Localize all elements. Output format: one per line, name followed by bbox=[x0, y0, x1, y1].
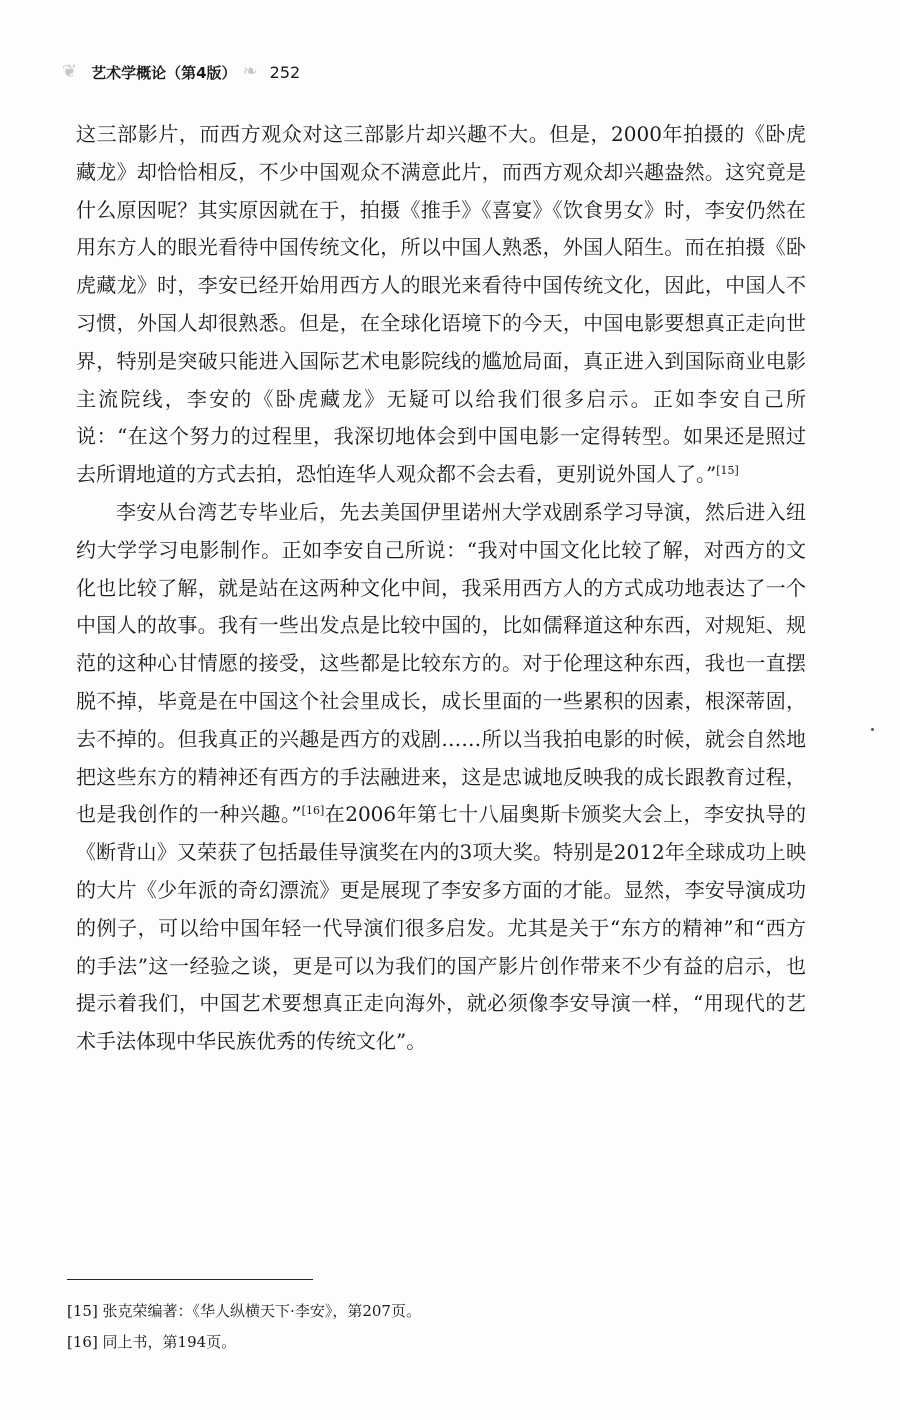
footnotes bbox=[67, 1296, 807, 1358]
ornament-icon: ❧ bbox=[242, 61, 258, 82]
page-number: 252 bbox=[269, 62, 301, 82]
ornament-icon: ❦ bbox=[62, 61, 78, 82]
footnote-ref: [15] bbox=[716, 464, 739, 478]
footnote-divider bbox=[67, 1279, 313, 1280]
paragraph-text: 这三部影片，而西方观众对这三部影片却兴趣不大。但是，2000年拍摄的《卧虎藏龙》却恰恰相反，不少中国观众不满意此片，而西方观众却兴趣盎然。这究竟是什么原因呢？其实原因就在于，拍摄《推手》《喜宴》《饮食男女》时，李安仍然在用东方人的眼光看待中国传统文化，所以中国人熟悉，外国人陌生。而在拍摄《卧虎藏龙》时，李安已经开始用西方人的眼光来看待中国传统文化，因此，中国人不习惯，外国人却很熟悉。但是，在全球化语境下的今天，中国电影要想真正走向世界，特别是突破只能进入国际艺术电影院线的尴尬局面，真正进入到国际商业电影主流院线，李安的《卧虎藏龙》无疑可以给我们很多启示。正如李安自己所说：“在这个努力的过程里，我深切地体会到中国电影一定得转型。如果还是照过去所谓地道的方式去拍，恐怕连华人观众都不会去看，更别说外国人了。” bbox=[76, 122, 806, 487]
paragraph bbox=[76, 116, 806, 494]
paragraph-text: 在2006年第七十八届奥斯卡颁奖大会上，李安执导的《断背山》又荣获了包括最佳导演奖在内的3项大奖。特别是2012年全球成功上映的大片《少年派的奇幻漂流》更是展现了李安多方面的才能。显然，李安导演成功的例子，可以给中国年轻一代导演们很多启发。尤其是关于“东方的精神”和“西方的手法”这一经验之谈，更是可以为我们的国产影片创作带来不少有益的启示，也提示着我们，中国艺术要想真正走向海外，就必须像李安导演一样，“用现代的艺术手法体现中华民族优秀的传统文化”。 bbox=[76, 802, 806, 1054]
footnote-ref: [16] bbox=[301, 804, 325, 818]
footnote: [15] 张克荣编著：《华人纵横天下·李安》，第207页。 bbox=[67, 1302, 421, 1320]
body-text bbox=[76, 116, 806, 1061]
book-title: 艺术学概论（第4版） bbox=[91, 63, 237, 82]
running-header bbox=[62, 58, 300, 86]
paragraph bbox=[76, 494, 806, 1061]
paragraph-text: 李安从台湾艺专毕业后，先去美国伊里诺州大学戏剧系学习导演，然后进入纽约大学学习电影制作。正如李安自己所说：“我对中国文化比较了解，对西方的文化也比较了解，就是站在这两种文化中间，我采用西方人的方式成功地表达了一个中国人的故事。我有一些出发点是比较中国的，比如儒释道这种东西，对规矩、规范的这种心甘情愿的接受，这些都是比较东方的。对于伦理这种东西，我也一直摆脱不掉，毕竟是在中国这个社会里成长，成长里面的一些累积的因素，根深蒂固，去不掉的。但我真正的兴趣是西方的戏剧……所以当我拍电影的时候，就会自然地把这些东方的精神还有西方的手法融进来，这是忠诚地反映我的成长跟教育过程，也是我创作的一种兴趣。” bbox=[76, 499, 806, 827]
scan-speck bbox=[871, 728, 874, 731]
footnote: [16] 同上书，第194页。 bbox=[67, 1333, 237, 1351]
